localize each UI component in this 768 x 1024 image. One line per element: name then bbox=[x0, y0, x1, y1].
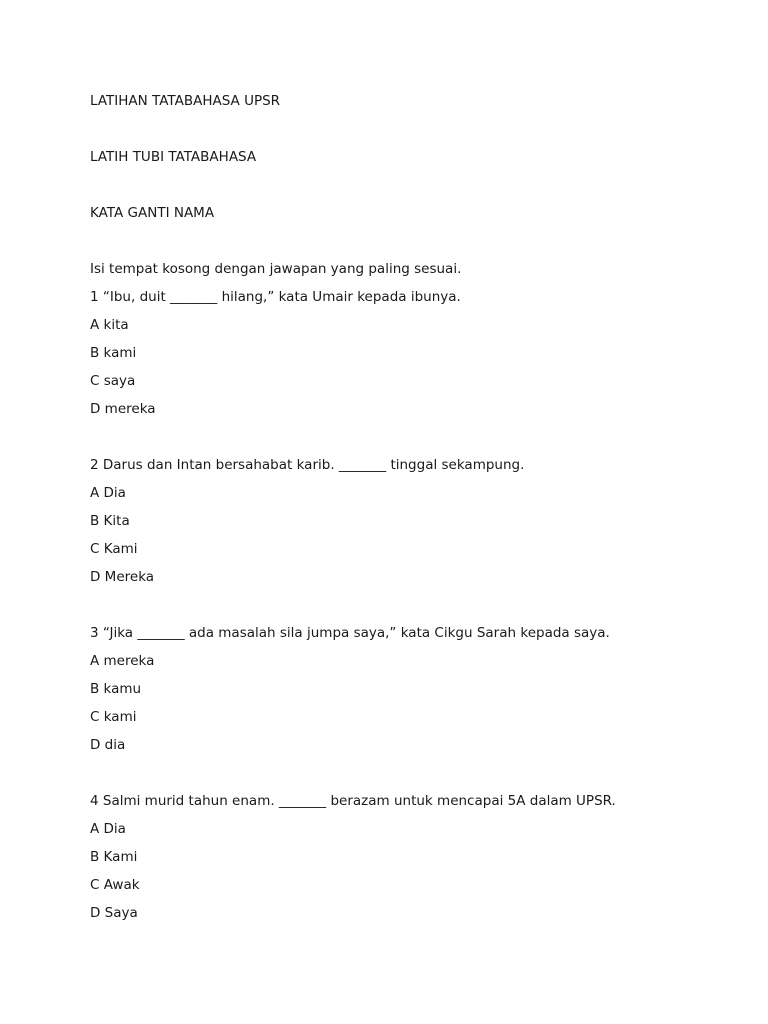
question-text: 3 “Jika _______ ada masalah sila jumpa saya,” kata Cikgu Sarah kepada saya. bbox=[90, 625, 610, 641]
section-heading: KATA GANTI NAMA bbox=[90, 205, 215, 221]
document-page bbox=[90, 92, 730, 932]
question-text: 2 Darus dan Intan bersahabat karib. _______ tinggal sekampung. bbox=[90, 457, 525, 473]
question-block bbox=[90, 288, 730, 428]
option-d: D Saya bbox=[90, 905, 138, 921]
option-a: A Dia bbox=[90, 821, 126, 837]
spacer bbox=[90, 428, 730, 456]
document-title: LATIHAN TATABAHASA UPSR bbox=[90, 93, 281, 109]
option-d: D dia bbox=[90, 737, 126, 753]
spacer bbox=[90, 596, 730, 624]
question-text: 1 “Ibu, duit _______ hilang,” kata Umair kepada ibunya. bbox=[90, 289, 461, 305]
option-c: C Awak bbox=[90, 877, 140, 893]
option-b: B Kami bbox=[90, 849, 138, 865]
option-c: C Kami bbox=[90, 541, 138, 557]
question-text: 4 Salmi murid tahun enam. _______ berazam untuk mencapai 5A dalam UPSR. bbox=[90, 793, 616, 809]
spacer bbox=[90, 176, 730, 204]
instruction-text: Isi tempat kosong dengan jawapan yang paling sesuai. bbox=[90, 261, 462, 277]
option-c: C saya bbox=[90, 373, 136, 389]
option-a: A kita bbox=[90, 317, 129, 333]
option-b: B kamu bbox=[90, 681, 142, 697]
question-block bbox=[90, 456, 730, 596]
question-block bbox=[90, 792, 730, 932]
option-a: A mereka bbox=[90, 653, 155, 669]
question-block bbox=[90, 624, 730, 764]
option-b: B Kita bbox=[90, 513, 130, 529]
spacer bbox=[90, 764, 730, 792]
spacer bbox=[90, 120, 730, 148]
option-c: C kami bbox=[90, 709, 137, 725]
option-d: D Mereka bbox=[90, 569, 155, 585]
option-b: B kami bbox=[90, 345, 137, 361]
option-a: A Dia bbox=[90, 485, 126, 501]
document-subtitle: LATIH TUBI TATABAHASA bbox=[90, 149, 257, 165]
spacer bbox=[90, 232, 730, 260]
option-d: D mereka bbox=[90, 401, 156, 417]
